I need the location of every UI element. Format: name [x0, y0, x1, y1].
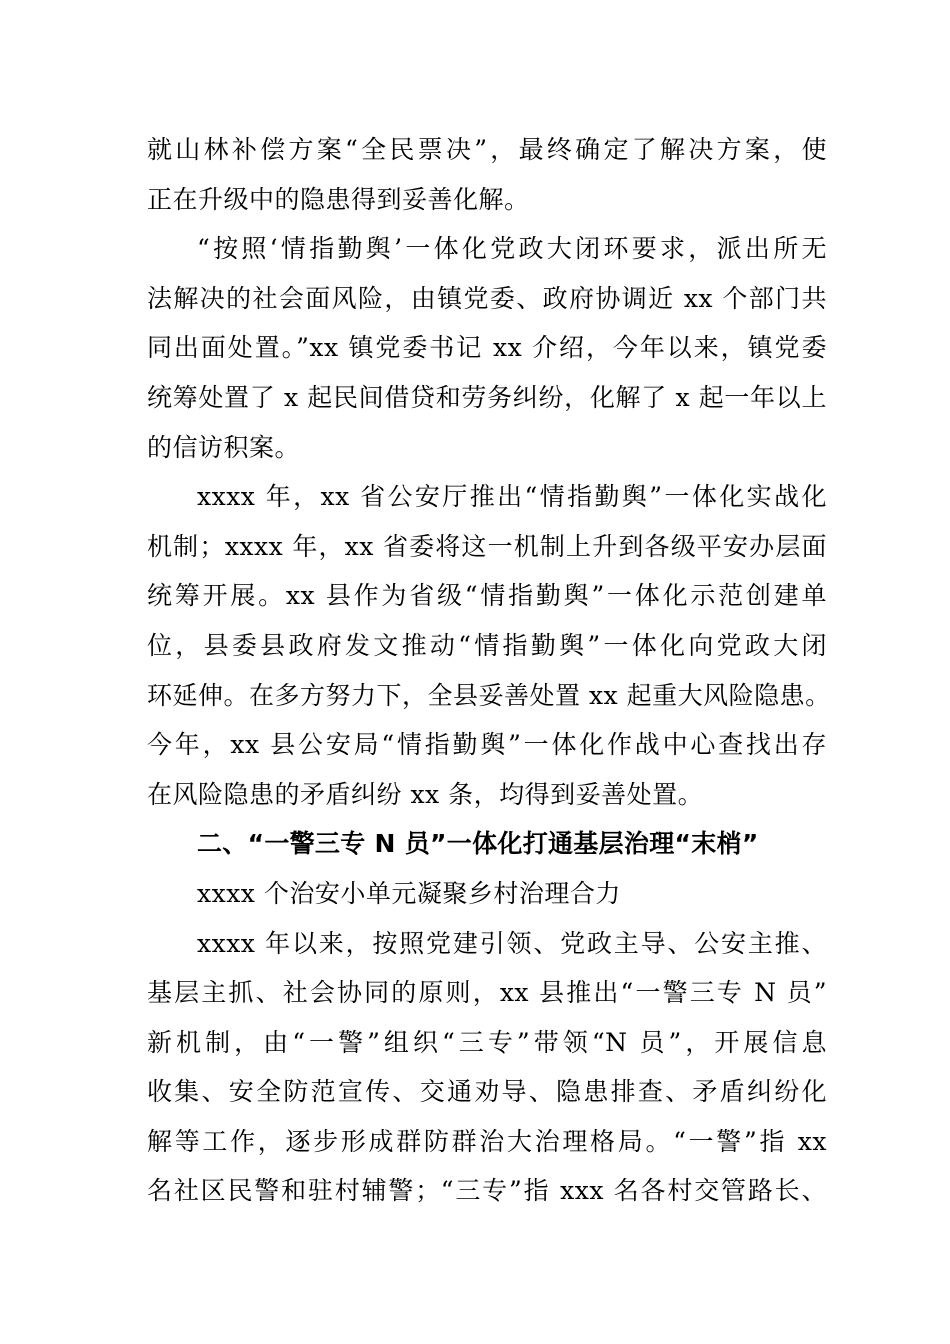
paragraph-line: 名社区民警和驻村辅警；“三专”指 xxx 名各村交管路长、 — [147, 1176, 827, 1206]
paragraph-line: 收集、安全防范宣传、交通劝导、隐患排查、矛盾纠纷化 — [147, 1077, 827, 1107]
paragraph-line: 位，县委县政府发文推动“情指勤舆”一体化向党政大闭 — [147, 630, 827, 660]
paragraph-line: 同出面处置。”xx 镇党委书记 xx 介绍，今年以来，镇党委 — [147, 333, 827, 363]
paragraph-line: 今年，xx 县公安局“情指勤舆”一体化作战中心查找出存 — [147, 730, 827, 760]
paragraph-line: 就山林补偿方案“全民票决”，最终确定了解决方案，使 — [147, 135, 827, 164]
section-heading: 二、“一警三专 N 员”一体化打通基层治理“末梢” — [197, 829, 759, 859]
paragraph-line: 的信访积案。 — [147, 432, 301, 462]
paragraph-line: “按照‘情指勤舆’一体化党政大闭环要求，派出所无 — [197, 234, 827, 264]
paragraph-line: 统筹开展。xx 县作为省级“情指勤舆”一体化示范创建单 — [147, 581, 827, 611]
paragraph-line: xxxx 年，xx 省公安厅推出“情指勤舆”一体化实战化 — [197, 482, 827, 512]
paragraph-line: 法解决的社会面风险，由镇党委、政府协调近 xx 个部门共 — [147, 283, 827, 313]
paragraph-line: 新机制，由“一警”组织“三专”带领“N 员”，开展信息 — [147, 1027, 827, 1057]
paragraph-line: 环延伸。在多方努力下，全县妥善处置 xx 起重大风险隐患。 — [147, 680, 831, 710]
paragraph-line: xxxx 年以来，按照党建引领、党政主导、公安主推、 — [197, 928, 827, 958]
subheading: xxxx 个治安小单元凝聚乡村治理合力 — [197, 878, 621, 908]
document-body — [147, 125, 831, 1216]
paragraph-line: 基层主抓、社会协同的原则，xx 县推出“一警三专 N 员” — [147, 978, 827, 1008]
paragraph-line: 统筹处置了 x 起民间借贷和劳务纠纷，化解了 x 起一年以上 — [147, 382, 827, 412]
paragraph-line: 机制；xxxx 年，xx 省委将这一机制上升到各级平安办层面 — [147, 531, 827, 561]
paragraph-line: 正在升级中的隐患得到妥善化解。 — [147, 184, 530, 214]
paragraph-line: 在风险隐患的矛盾纠纷 xx 条，均得到妥善处置。 — [147, 779, 704, 809]
paragraph-line: 解等工作，逐步形成群防群治大治理格局。“一警”指 xx — [147, 1126, 827, 1156]
